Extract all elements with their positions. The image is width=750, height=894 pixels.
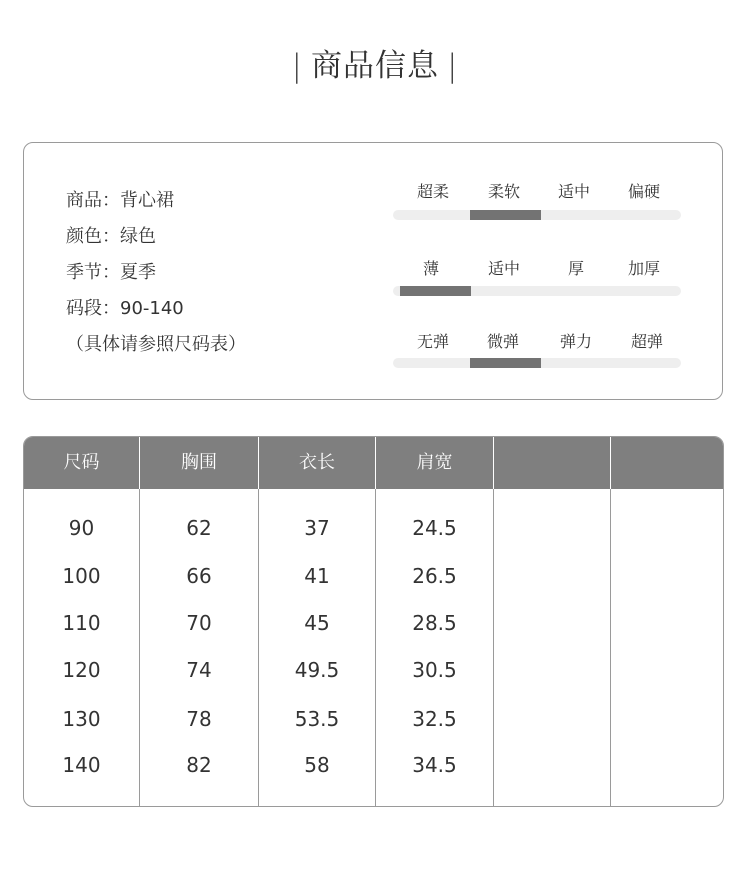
column-divider (610, 437, 611, 807)
cell-chest: 82 (186, 753, 212, 777)
softness-label: 柔软 (487, 182, 520, 201)
product-info-card (23, 142, 723, 400)
cell-size: 90 (68, 516, 95, 540)
softness-scale-indicator (470, 210, 541, 220)
cell-shoulder: 28.5 (412, 611, 457, 635)
column-divider (493, 437, 494, 807)
thickness-scale-track (393, 286, 681, 296)
thickness-label: 薄 (422, 259, 439, 278)
info-note: （具体请参照尺码表） (66, 334, 246, 355)
title-bar-right: | (447, 48, 459, 84)
title-bar-left: | (291, 48, 303, 84)
elasticity-scale-track (393, 358, 681, 368)
thickness-label: 加厚 (627, 259, 660, 278)
info-color: 颜色：绿色 (66, 226, 156, 247)
softness-label: 适中 (557, 182, 590, 201)
elasticity-label: 超弹 (630, 332, 663, 351)
elasticity-label: 无弹 (416, 332, 449, 351)
header-shoulder: 肩宽 (416, 452, 453, 473)
cell-chest: 78 (186, 707, 212, 731)
cell-size: 110 (62, 611, 101, 635)
cell-length: 49.5 (294, 658, 340, 682)
cell-length: 58 (304, 753, 330, 777)
cell-chest: 66 (186, 564, 212, 588)
header-empty (494, 437, 610, 489)
cell-size: 140 (62, 753, 101, 777)
header-empty (611, 437, 723, 489)
thickness-scale-labels (393, 256, 683, 278)
elasticity-scale-labels (393, 329, 683, 351)
cell-size: 100 (62, 564, 101, 588)
softness-scale-labels (393, 179, 683, 201)
elasticity-scale-indicator (470, 358, 541, 368)
cell-size: 130 (62, 707, 101, 731)
softness-label: 超柔 (416, 182, 449, 201)
header-chest: 胸围 (181, 452, 217, 473)
cell-shoulder: 32.5 (412, 707, 457, 731)
elasticity-label: 弹力 (559, 332, 592, 351)
cell-chest: 70 (186, 611, 212, 635)
info-size-range: 码段：90-140 (66, 298, 184, 319)
cell-chest: 62 (186, 516, 212, 540)
thickness-label: 厚 (567, 259, 584, 278)
cell-shoulder: 34.5 (412, 753, 457, 777)
title-text: 商品信息 (311, 48, 439, 84)
size-table (23, 436, 724, 807)
thickness-label: 适中 (487, 259, 520, 278)
info-season: 季节：夏季 (66, 262, 156, 283)
header-size: 尺码 (63, 452, 100, 473)
cell-shoulder: 24.5 (412, 516, 457, 540)
softness-scale-track (393, 210, 681, 220)
header-length: 衣长 (299, 452, 335, 473)
thickness-scale-indicator (400, 286, 471, 296)
softness-label: 偏硬 (627, 182, 660, 201)
cell-size: 120 (62, 658, 101, 682)
elasticity-label: 微弹 (486, 332, 519, 351)
cell-length: 53.5 (294, 707, 340, 731)
cell-length: 41 (304, 564, 330, 588)
page-title (0, 40, 750, 85)
cell-length: 45 (304, 611, 330, 635)
cell-chest: 74 (186, 658, 212, 682)
cell-shoulder: 30.5 (412, 658, 457, 682)
cell-shoulder: 26.5 (412, 564, 457, 588)
cell-length: 37 (304, 516, 330, 540)
info-product: 商品：背心裙 (66, 190, 174, 211)
